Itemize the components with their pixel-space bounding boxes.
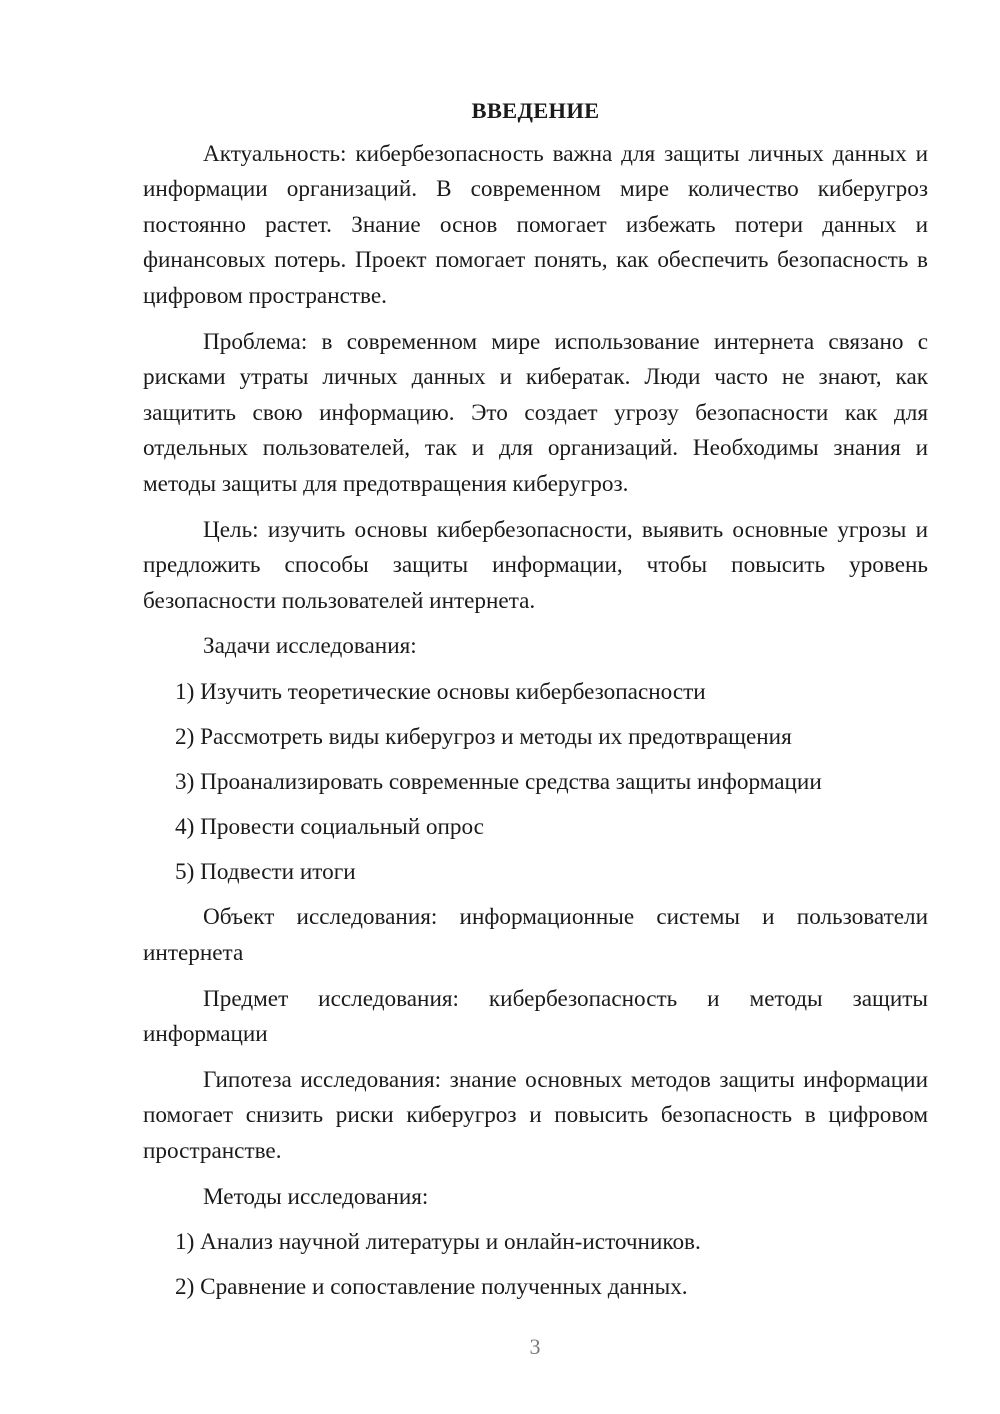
tasks-heading: Задачи исследования: (203, 633, 417, 660)
subject-paragraph: Предмет исследования: кибербезопасность и методы защиты информации (143, 985, 928, 1048)
task-item: 3) Проанализировать современные средства защиты информации (175, 769, 822, 796)
method-item: 2) Сравнение и сопоставление полученных данных. (175, 1274, 688, 1301)
task-item: 4) Провести социальный опрос (175, 814, 484, 841)
method-item: 1) Анализ научной литературы и онлайн-источников. (175, 1229, 701, 1256)
task-item: 1) Изучить теоретические основы кибербезопасности (175, 678, 706, 705)
hypothesis-paragraph: Гипотеза исследования: знание основных методов защиты информации помогает снизить риски киберугроз и повысить безопасность в цифровом пространстве. (143, 1066, 928, 1164)
methods-heading: Методы исследования: (203, 1183, 429, 1210)
problem-paragraph: Проблема: в современном мире использование интернета связано с рисками утраты личных данных и кибератак. Люди часто не знают, как защитить свою информацию. Это создает угрозу безопасности как для отдельных пользователей, так и для организаций. Необходимы знания и методы защиты для предотвращения киберугроз. (143, 328, 928, 497)
task-item: 2) Рассмотреть виды киберугроз и методы их предотвращения (175, 724, 792, 750)
goal-paragraph: Цель: изучить основы кибербезопасности, выявить основные угрозы и предложить способы защиты информации, чтобы повысить уровень безопасности пользователей интернета. (143, 516, 928, 614)
task-item: 5) Подвести итоги (175, 859, 356, 886)
page-number: 3 (529, 1334, 541, 1359)
relevance-paragraph: Актуальность: кибербезопасность важна для защиты личных данных и информации организаций. В современном мире количество киберугроз постоянно растет. Знание основ помогает избежать потери данных и финансовых потерь. Проект помогает понять, как обеспечить безопасность в цифровом пространстве. (143, 140, 928, 309)
section-title: ВВЕДЕНИЕ (471, 98, 600, 123)
object-paragraph: Объект исследования: информационные системы и пользователи интернета (143, 904, 928, 966)
document-body (143, 93, 928, 1315)
